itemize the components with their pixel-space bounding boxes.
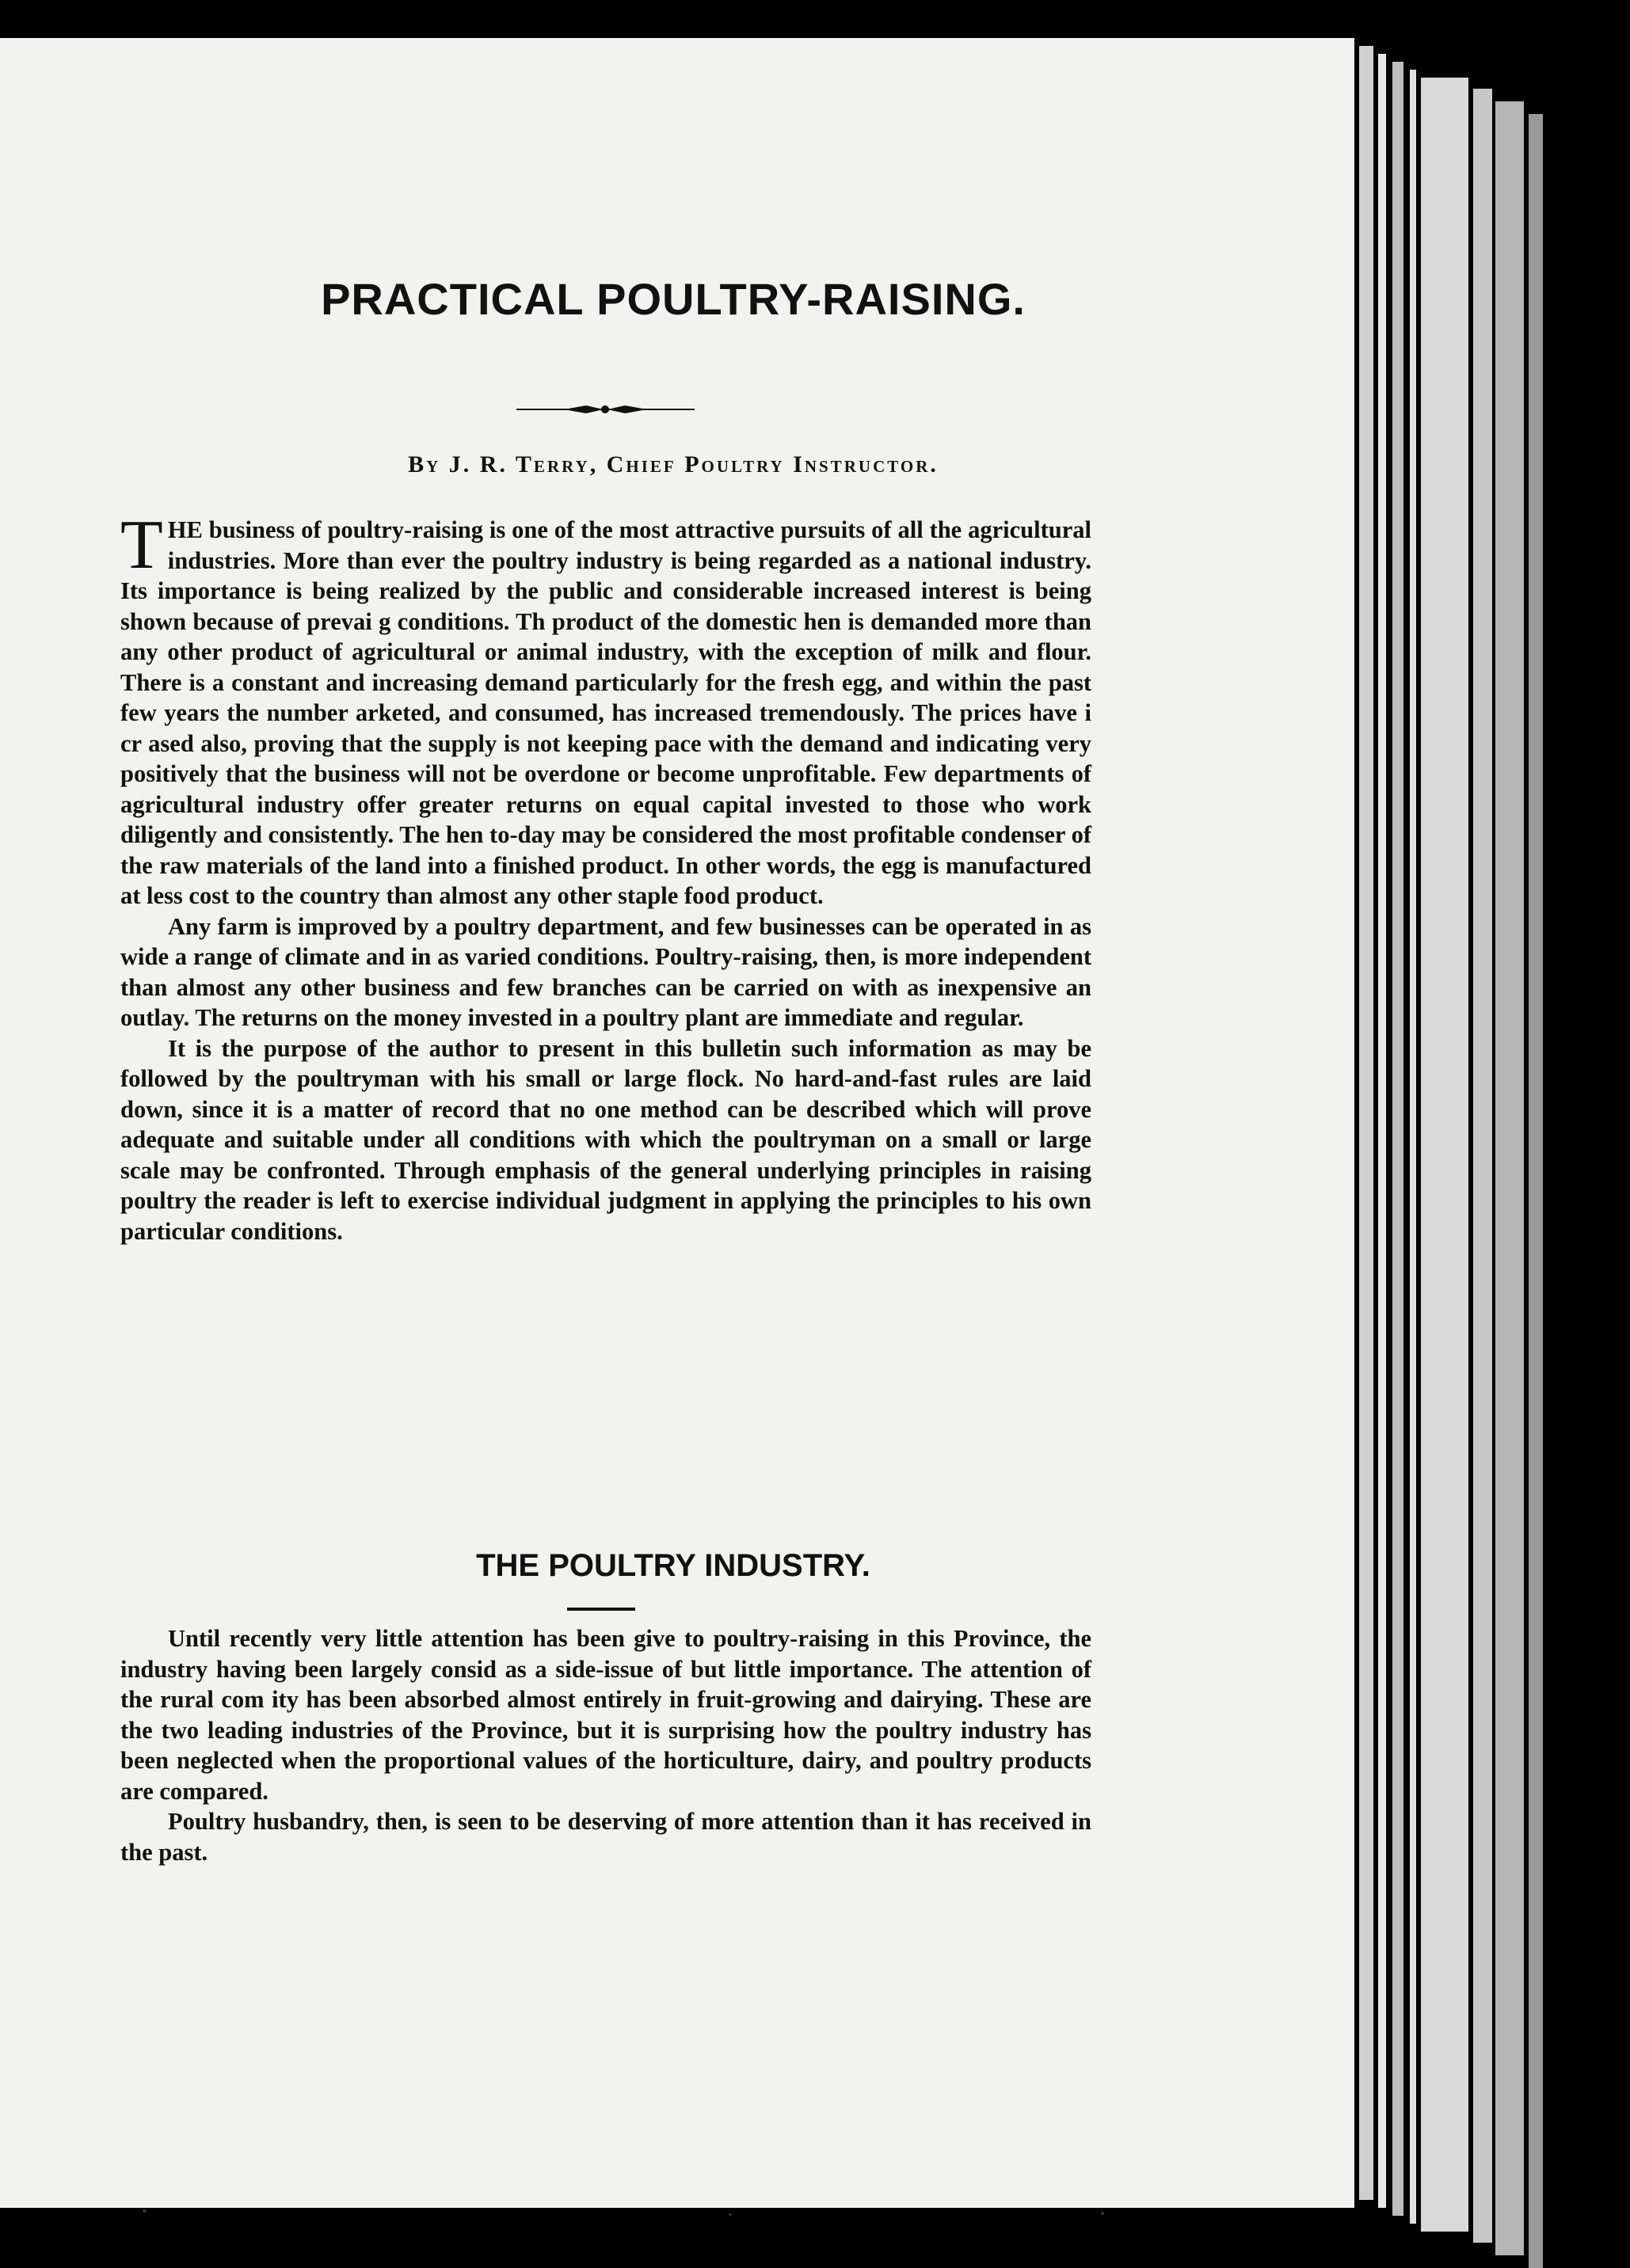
book-spine-edge	[1354, 38, 1630, 2208]
heading-rule	[567, 1608, 635, 1611]
page-edge	[1359, 46, 1373, 2200]
author-byline: By J. R. Terry, Chief Poultry Instructor.	[408, 451, 939, 478]
paragraph: Poultry husbandry, then, is seen to be deserving of more attention than it has received in the past.	[120, 1808, 1091, 1866]
page-edge	[1495, 101, 1524, 2255]
paragraph: Any farm is improved by a poultry department, and few businesses can be operated in as wide a range of climate and in as varied conditions. Poultry-raising, then, is more independent than almost any other business and few branches can be carried on with as inexpensive an outlay. The returns on the money invested in a poultry plant are immediate and regular.	[120, 912, 1091, 1031]
title-ornament	[516, 404, 695, 415]
paragraph	[120, 507, 1091, 911]
paragraph: It is the purpose of the author to present in this bulletin such information as may be followed by the poultryman with his small or large flock. No hard-and-fast rules are laid down, since it is a matter of record that no one method can be described which will prove adequate and suitable under all conditions with which the poultryman on a small or large scale may be confronted. Through emphasis of the general underlying principles in raising poultry the reader is left to exercise individual judgment in applying the principles to his own particular conditions.	[120, 1034, 1091, 1245]
page-edge	[1378, 54, 1386, 2208]
section-intro	[120, 507, 1091, 1246]
page-edge	[1410, 70, 1416, 2224]
section-heading: THE POULTRY INDUSTRY.	[476, 1548, 870, 1583]
section-poultry-industry	[120, 1623, 1091, 1867]
scan-speck	[143, 2209, 147, 2213]
paragraph: Until recently very little attention has been give to poultry-raising in this Province, the industry having been largely consid as a side-issue of but little importance. The attention of the rural com ity has been absorbed almost entirely in fruit-growing and dairying. These are the two leading industries of the Province, but it is surprising how the poultry industry has been neglected when the proportional values of the horticulture, dairy, and poultry products are compared.	[120, 1625, 1091, 1805]
paragraph-text: HE business of poultry-raising is one of the most attractive pursuits of all the agricultural industries. More than ever the poultry industry is being regarded as a national industry. Its importance is being realized by the public and considerable increased interest is being shown because of prevai g conditions. Th product of the domestic hen is demanded more than any other product of agricultural or animal industry, with the exception of milk and flour. There is a constant and increasing demand particularly for the fresh egg, and within the past few years the number arketed, and consumed, has increased tremendously. The prices have i cr ased also, proving that the supply is not keeping pace with the demand and indicating very positively that the business will not be overdone or become unprofitable. Few departments of agricultural industry offer greater returns on equal capital invested to those who work diligently and consistently. The hen to-day may be considered the most profitable condenser of the raw materials of the land into a finished product. In other words, the egg is manufactured at less cost to the country than almost any other staple food product.	[120, 516, 1091, 909]
scan-speck	[729, 2213, 732, 2216]
page-edge	[1473, 89, 1492, 2243]
page-edge	[1392, 62, 1403, 2216]
drop-cap: T	[120, 507, 163, 584]
page-title: PRACTICAL POULTRY-RAISING.	[321, 274, 1026, 324]
scan-speck	[1101, 2212, 1104, 2215]
page-edge	[1421, 78, 1468, 2232]
page-edge	[1529, 114, 1543, 2268]
